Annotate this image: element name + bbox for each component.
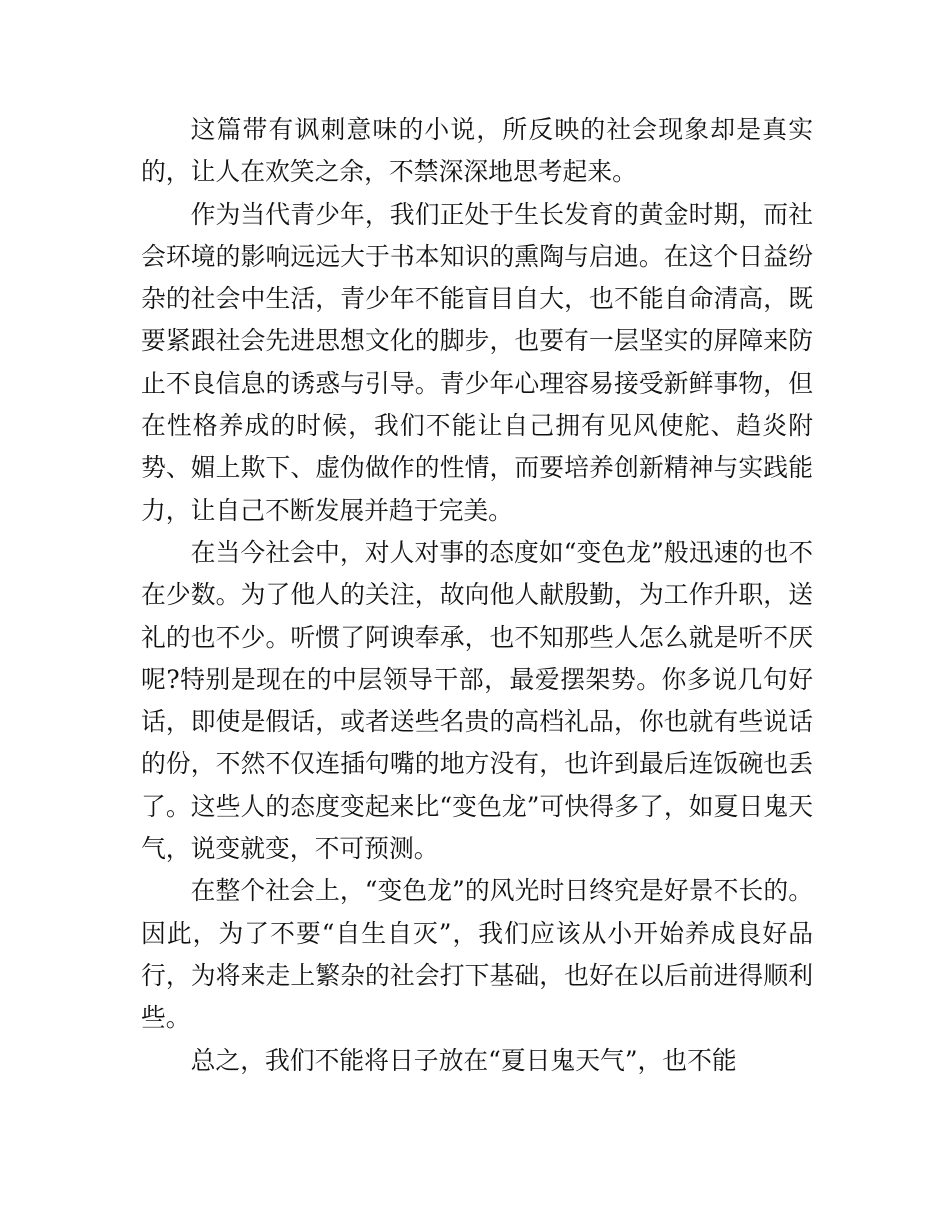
paragraph-2: 作为当代青少年，我们正处于生长发育的黄金时期，而社会环境的影响远远大于书本知识的熏陶与启迪。在这个日益纷杂的社会中生活，青少年不能盲目自大，也不能自命清高，既要紧跟社会先进思想文化的脚步，也要有一层坚实的屏障来防止不良信息的诱惑与引导。青少年心理容易接受新鲜事物，但在性格养成的时候，我们不能让自己拥有见风使舵、趋炎附势、媚上欺下、虚伪做作的性情，而要培养创新精神与实践能力，让自己不断发展并趋于完美。 xyxy=(141,199,813,525)
paragraph-4: 在整个社会上，“变色龙”的风光时日终究是好景不长的。因此，为了不要“自生自灭”，我们应该从小开始养成良好品行，为将来走上繁杂的社会打下基础，也好在以后前进得顺利些。 xyxy=(141,876,813,1033)
paragraph-5: 总之，我们不能将日子放在“夏日鬼天气”，也不能 xyxy=(190,1045,737,1075)
body-text xyxy=(141,109,813,1082)
paragraph-1: 这篇带有讽刺意味的小说，所反映的社会现象却是真实的，让人在欢笑之余，不禁深深地思考起来。 xyxy=(141,115,813,187)
paragraph-3: 在当今社会中，对人对事的态度如“变色龙”般迅速的也不在少数。为了他人的关注，故向他人献殷勤，为工作升职，送礼的也不少。听惯了阿谀奉承，也不知那些人怎么就是听不厌呢?特别是现在的中层领导干部，最爱摆架势。你多说几句好话，即使是假话，或者送些名贵的高档礼品，你也就有些说话的份，不然不仅连插句嘴的地方没有，也许到最后连饭碗也丢了。这些人的态度变起来比“变色龙”可快得多了，如夏日鬼天气，说变就变，不可预测。 xyxy=(141,537,813,864)
